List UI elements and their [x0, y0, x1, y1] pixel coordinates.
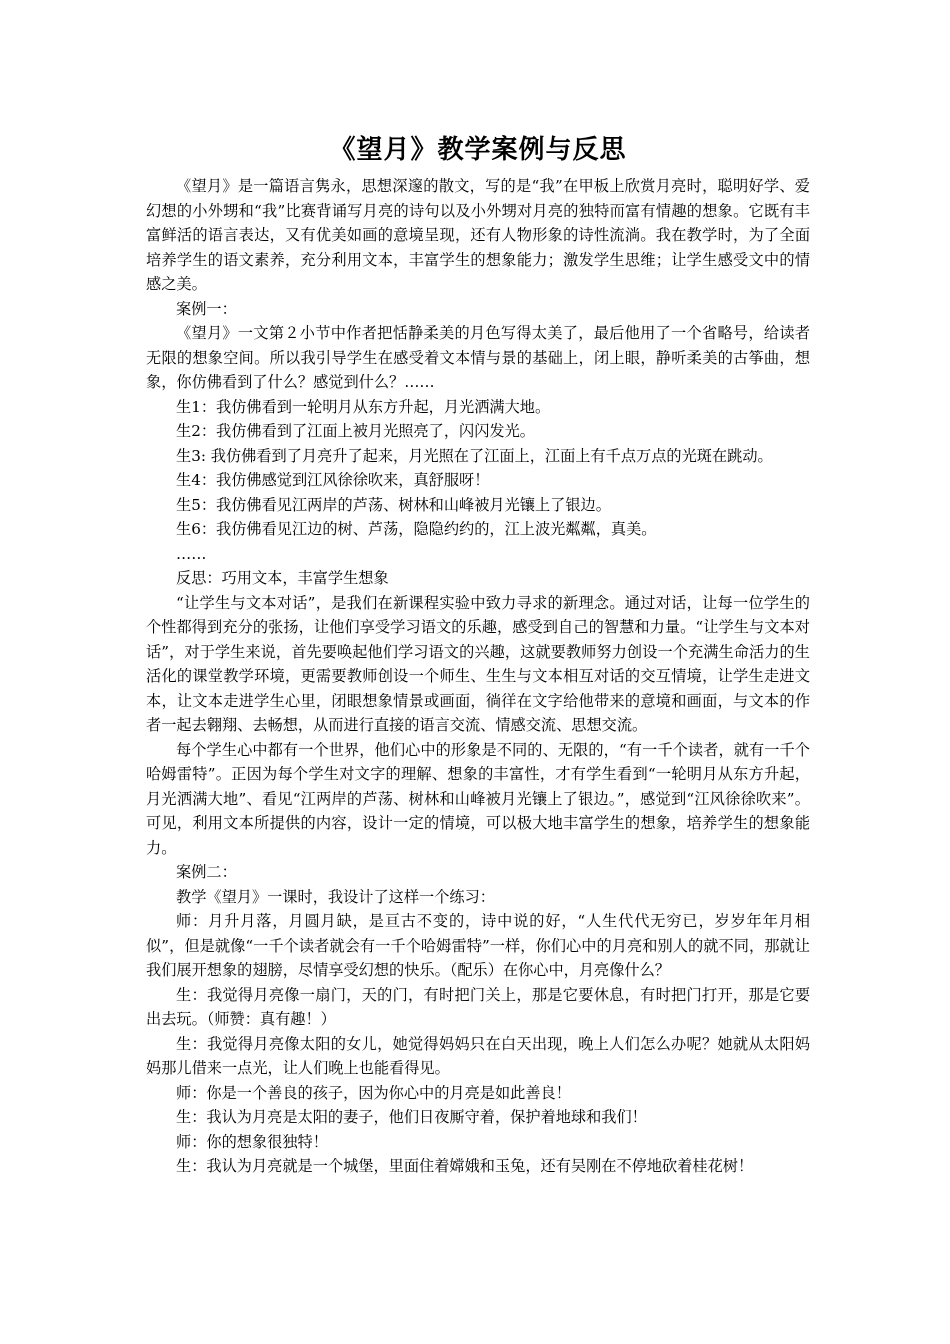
case-one-heading: 案例一：: [176, 299, 237, 318]
student-response-1: 生1：我仿佛看到一轮明月从东方升起，月光洒满大地。: [176, 397, 551, 416]
student-response-3: 生3: 我仿佛看到了月亮升了起来，月光照在了江面上，江面上有千点万点的光斑在跳动。: [176, 446, 773, 465]
case-two-heading: 案例二：: [176, 863, 237, 881]
teacher-prompt: 师：月升月落，月圆月缺，是亘古不变的，诗中说的好，“人生代代无穷已，岁岁年年月相似”，但是就像“一千个读者就会有一千个哈姆雷特”一样，你们心中的月亮和别人的就不同，那就让我们展开想象的翅膀，尽情享受幻想的快乐。（配乐）在你心中，月亮像什么？: [146, 912, 810, 979]
student-answer-wife: 生：我认为月亮是太阳的妻子，他们日夜厮守着，保护着地球和我们！: [176, 1108, 647, 1126]
intro-paragraph: 《望月》是一篇语言隽永，思想深邃的散文，写的是“我”在甲板上欣赏月亮时，聪明好学、爱幻想的小外甥和“我”比赛背诵写月亮的诗句以及小外甥对月亮的独特而富有情趣的想象。它既有丰富鲜活的语言表达，又有优美如画的意境呈现，还有人物形象的诗性流淌。我在教学时，为了全面培养学生的语文素养，充分利用文本，丰富学生的想象能力；激发学生思维；让学生感受文中的情感之美。: [146, 177, 810, 293]
student-response-5: 生5：我仿佛看见江两岸的芦荡、树林和山峰被月光镶上了银边。: [176, 495, 611, 514]
reflection-paragraph-1: “让学生与文本对话”，是我们在新课程实验中致力寻求的新理念。通过对话，让每一位学生的个性都得到充分的张扬，让他们享受学习语文的乐趣，感受到自己的智慧和力量。“让学生与文本对话”，对于学生来说，首先要唤起他们学习语文的兴趣，这就要教师努力创设一个充满生命活力的生活化的课堂教学环境，更需要教师创设一个师生、生生与文本相互对话的交互情境，让学生走进文本，让文本走进学生心里，闭眼想象情景或画面，徜徉在文字给他带来的意境和画面，与文本的作者一起去翱翔、去畅想，从而进行直接的语言交流、情感交流、思想交流。: [146, 593, 810, 734]
student-answer-daughter: 生：我觉得月亮像太阳的女儿，她觉得妈妈只在白天出现，晚上人们怎么办呢？她就从太阳妈妈那儿借来一点光，让人们晚上也能看得见。: [146, 1034, 810, 1077]
student-answer-castle: 生：我认为月亮就是一个城堡，里面住着嫦娥和玉兔，还有吴刚在不停地砍着桂花树！: [176, 1157, 754, 1175]
case-two-intro: 教学《望月》一课时，我设计了这样一个练习：: [176, 887, 495, 906]
reflection-paragraph-2: 每个学生心中都有一个世界，他们心中的形象是不同的、无限的，“有一千个读者，就有一千个哈姆雷特”。正因为每个学生对文字的理解、想象的丰富性，才有学生看到“一轮明月从东方升起，月光洒满大地”、看见“江两岸的芦荡、树林和山峰被月光镶上了银边。”，感觉到“江风徐徐吹来”。可见，利用文本所提供的内容，设计一定的情境，可以极大地丰富学生的想象，培养学生的想象能力。: [146, 740, 810, 857]
document-page: [146, 128, 810, 1179]
student-response-4: 生4：我仿佛感觉到江风徐徐吹来，真舒服呀！: [176, 471, 490, 489]
student-answer-door: 生：我觉得月亮像一扇门，天的门，有时把门关上，那是它要休息，有时把门打开，那是它要出去玩。（师赞：真有趣！）: [146, 985, 810, 1028]
student-response-2: 生2：我仿佛看到了江面上被月光照亮了，闪闪发光。: [176, 422, 535, 440]
document-title: 《望月》教学案例与反思: [329, 135, 627, 165]
ellipsis-line: ……: [176, 544, 207, 563]
reflection-heading: 反思：巧用文本，丰富学生想象: [176, 569, 389, 587]
teacher-comment-unique: 师：你的想象很独特！: [176, 1132, 328, 1151]
case-one-description: 《望月》一文第２小节中作者把恬静柔美的月色写得太美了，最后他用了一个省略号，给读者无限的想象空间。所以我引导学生在感受着文本情与景的基础上，闭上眼，静听柔美的古筝曲，想象，你仿佛看到了什么？感觉到什么？……: [146, 324, 810, 391]
student-response-6: 生6：我仿佛看见江边的树、芦荡，隐隐约约的，江上波光粼粼，真美。: [176, 520, 657, 538]
teacher-comment-kind: 师：你是一个善良的孩子，因为你心中的月亮是如此善良！: [176, 1083, 571, 1102]
